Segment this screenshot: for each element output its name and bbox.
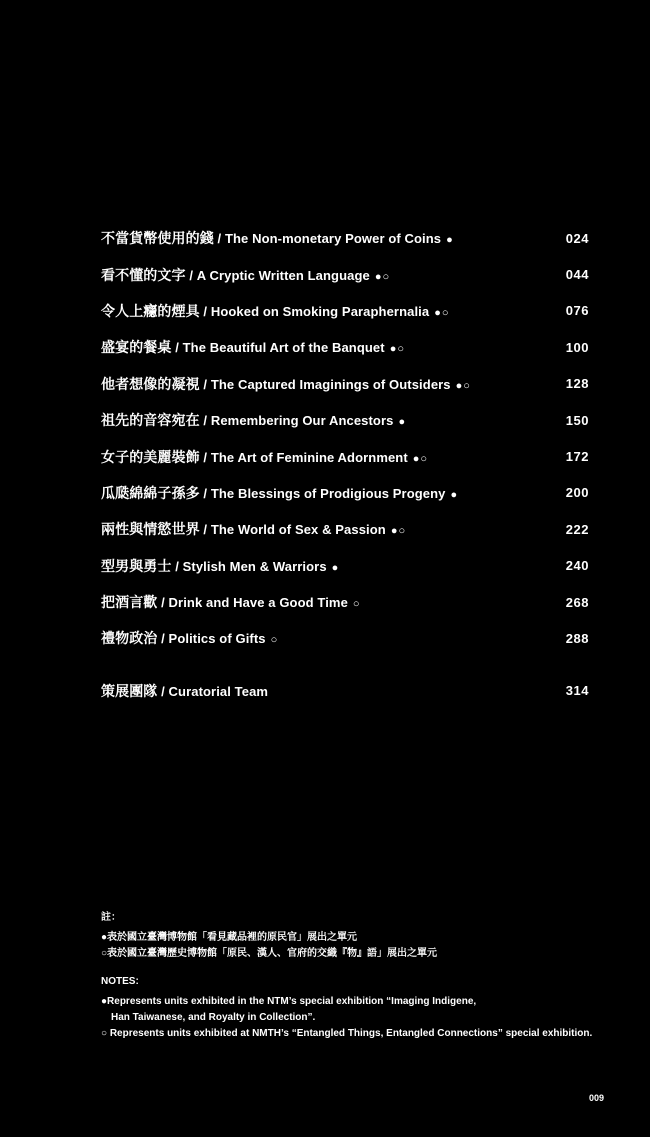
note-zh-filled-marker: ●表於國立臺灣博物館「看見藏品裡的原民官」展出之單元 [101,932,358,943]
note-en-filled-marker-continued: Han Taiwanese, and Royalty in Collection”. [111,1012,316,1023]
toc-entry[interactable] [101,402,589,438]
toc-page-number: 314 [565,683,589,699]
toc-entry-en: A Cryptic Written Language [196,267,370,283]
toc-entry-separator: / [157,595,169,611]
toc-entry-zh: 盛宴的餐桌 [101,339,172,356]
toc-entry-title [101,374,471,394]
toc-entry-title [101,681,268,701]
toc-entry[interactable] [101,329,589,365]
toc-entry-en: The Captured Imaginings of Outsiders [210,376,451,392]
exhibition-marker: ● [446,234,454,247]
toc-entry-zh: 兩性與情慾世界 [101,521,200,538]
toc-entry-zh: 禮物政治 [101,630,158,647]
toc-entry[interactable] [101,366,589,402]
toc-entry-en: The Beautiful Art of the Banquet [182,340,385,356]
toc-entry-en: The World of Sex & Passion [210,522,386,538]
toc-entry-zh: 他者想像的凝視 [101,375,200,392]
toc-entry[interactable] [101,293,589,329]
toc-page-number: 172 [565,449,589,465]
toc-entry-zh: 女子的美麗裝飾 [101,448,200,465]
toc-entry-zh: 不當貨幣使用的錢 [101,230,214,247]
toc-entry-separator: / [171,340,183,356]
toc-entry-title [101,410,406,430]
toc-page-number: 222 [565,521,589,537]
table-of-contents [101,220,589,709]
toc-entry-en: Politics of Gifts [168,631,266,647]
exhibition-marker: ○ [270,634,279,647]
toc-entry-separator: / [213,231,225,247]
exhibition-marker: ● [398,416,407,429]
toc-entry[interactable] [101,475,589,511]
toc-entry-zh: 策展團隊 [101,682,158,699]
toc-entry-en: The Art of Feminine Adornment [210,449,408,465]
toc-entry-zh: 令人上癮的煙具 [101,302,200,319]
exhibition-marker: ● [450,488,459,501]
toc-page-number: 268 [565,594,589,610]
toc-entry-separator: / [199,485,211,501]
toc-entry-title [101,556,339,576]
exhibition-marker: ●○ [374,270,391,283]
exhibition-marker: ●○ [434,306,450,319]
toc-page-number: 044 [565,267,589,283]
exhibition-marker: ○ [352,598,361,611]
toc-entry[interactable] [101,256,589,292]
notes-en-label: NOTES: [101,976,139,987]
toc-entry-title [101,628,278,648]
toc-page-number: 150 [565,412,589,428]
toc-entry-title [101,592,361,612]
toc-entry-separator: / [157,683,169,699]
exhibition-marker: ●○ [455,379,471,392]
toc-entry-en: Drink and Have a Good Time [168,595,348,611]
toc-page-number: 200 [565,485,589,501]
toc-entry-title [101,483,458,503]
toc-entry-separator: / [185,267,197,283]
toc-entry-title [101,447,428,467]
toc-entry-zh: 瓜瓞綿綿子孫多 [101,484,200,501]
toc-page-number: 128 [565,376,589,392]
toc-entry-title [101,301,450,321]
toc-page-number: 076 [565,303,589,319]
toc-page-number: 288 [565,630,589,646]
note-zh-hollow-marker: ○表於國立臺灣歷史博物館「原民、漢人、官府的交織『物』語」展出之單元 [101,948,438,959]
toc-entry-curatorial-team[interactable] [101,673,589,709]
notes-section [101,910,601,1042]
toc-entry-en: Hooked on Smoking Paraphernalia [210,303,430,319]
exhibition-marker: ●○ [389,343,405,356]
toc-entry-separator: / [171,558,183,574]
page-number: 009 [589,1093,605,1103]
toc-entry-separator: / [199,376,211,392]
toc-entry-separator: / [199,413,211,429]
exhibition-marker: ●○ [412,452,429,465]
notes-zh-label: 註： [101,912,121,923]
exhibition-marker: ●○ [390,525,407,538]
toc-page-number: 240 [565,558,589,574]
toc-entry-separator: / [199,522,211,538]
notes-spacer [101,962,601,974]
toc-entry-en: The Blessings of Prodigious Progeny [210,485,446,501]
toc-entry-zh: 把酒言歡 [101,594,158,611]
toc-entry-title [101,228,454,248]
toc-entry[interactable] [101,220,589,256]
toc-entry-zh: 祖先的音容宛在 [101,412,200,429]
toc-entry-title [101,519,406,539]
toc-entry[interactable] [101,511,589,547]
toc-entry-title [101,337,405,357]
toc-entry[interactable] [101,548,589,584]
toc-entry-en: Curatorial Team [168,683,269,699]
toc-entry-separator: / [199,303,211,319]
toc-entry[interactable] [101,620,589,656]
note-en-hollow-marker: ○ Represents units exhibited at NMTH’s “Entangled Things, Entangled Connections” special exhibition. [101,1028,593,1039]
toc-entry[interactable] [101,438,589,474]
toc-entry-en: The Non-monetary Power of Coins [224,231,442,247]
toc-page-number: 024 [565,230,589,246]
toc-entry-zh: 看不懂的文字 [101,266,186,283]
toc-entry-title [101,265,390,285]
toc-entry-separator: / [199,449,211,465]
toc-entry-en: Stylish Men & Warriors [182,558,327,574]
toc-entry[interactable] [101,584,589,620]
toc-entry-en: Remembering Our Ancestors [210,413,394,429]
toc-page-number: 100 [565,339,589,355]
toc-entry-separator: / [157,631,169,647]
note-en-filled-marker: ●Represents units exhibited in the NTM’s special exhibition “Imaging Indigene, [101,996,477,1007]
toc-entry-zh: 型男與勇士 [101,557,172,574]
exhibition-marker: ● [331,561,340,574]
